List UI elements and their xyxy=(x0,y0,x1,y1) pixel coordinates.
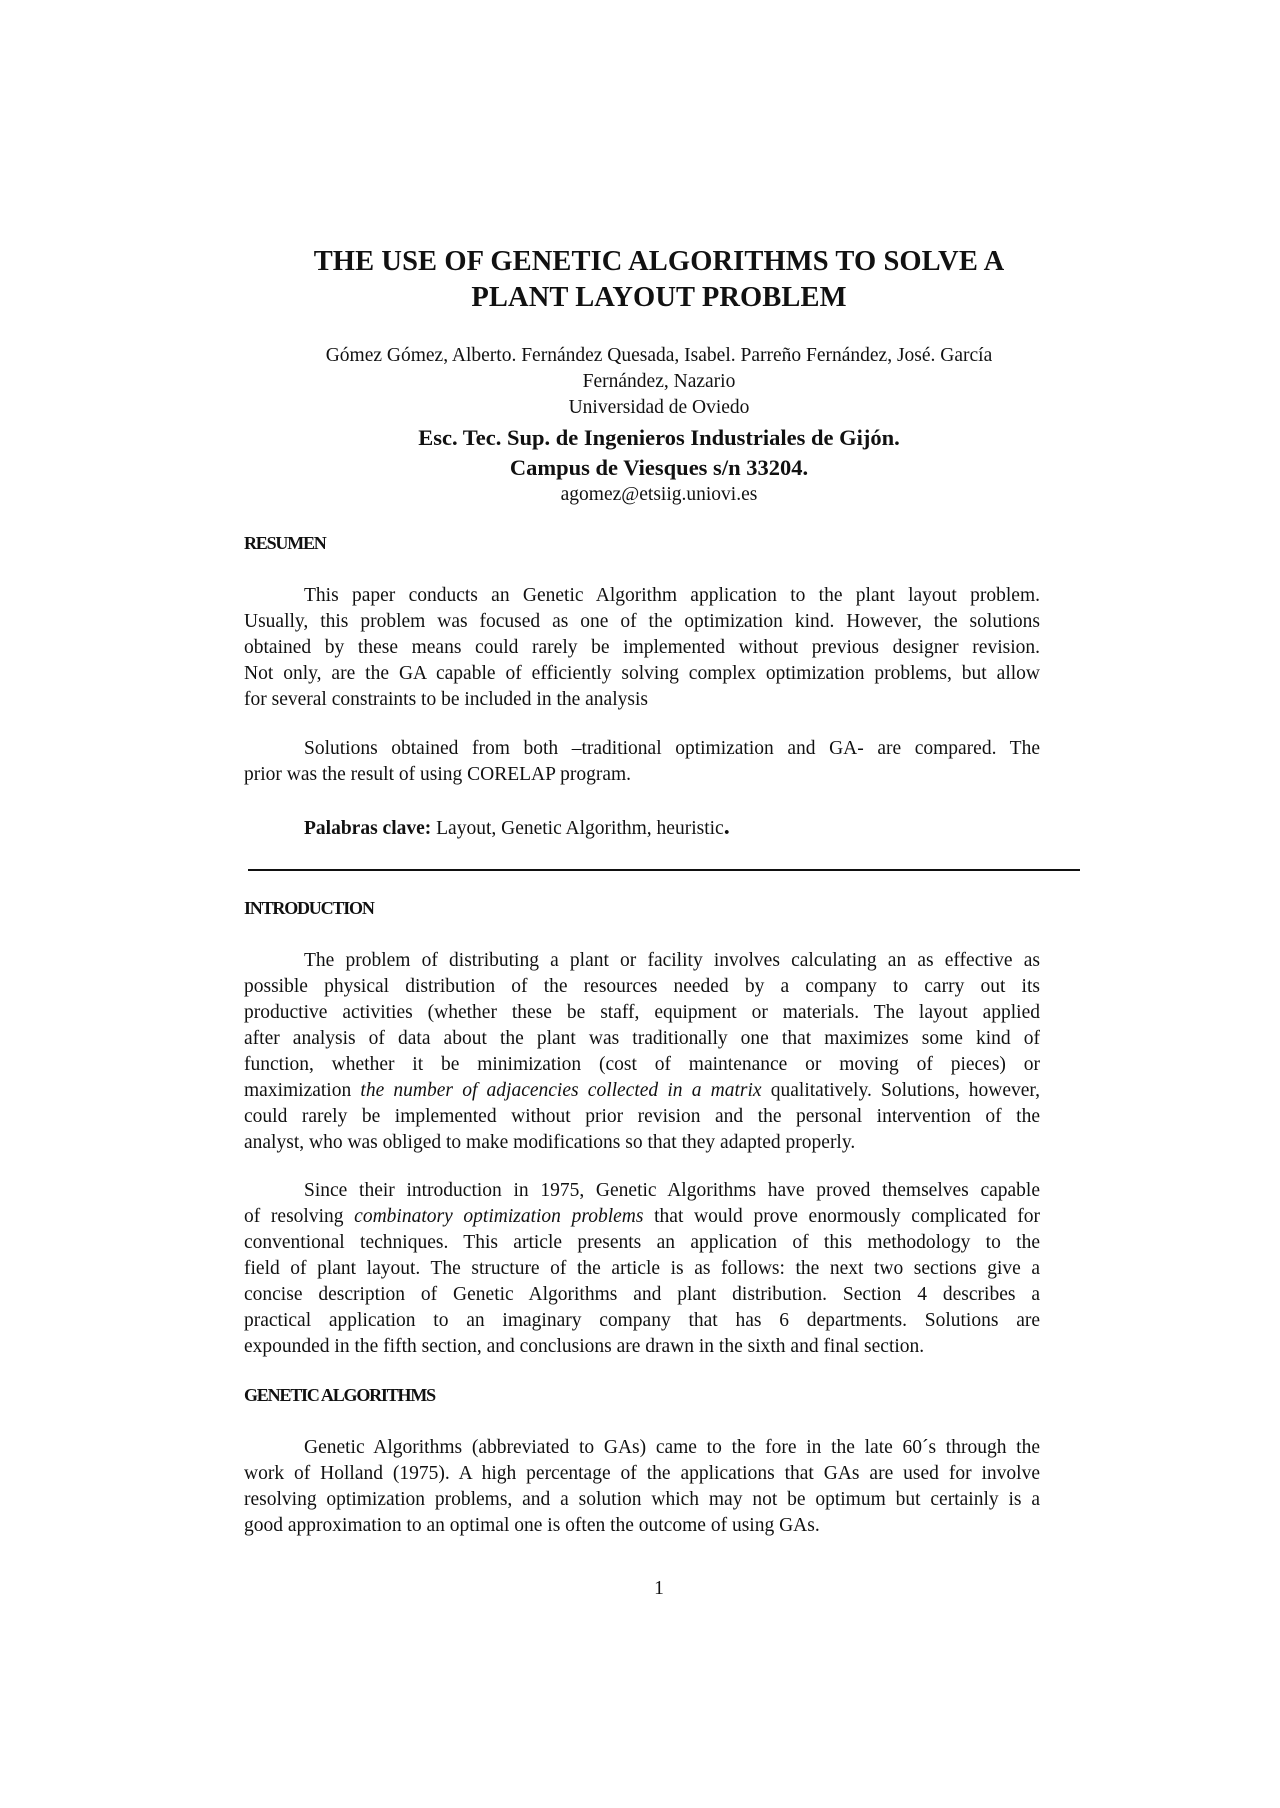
genetic-algorithms-paragraph xyxy=(244,1435,1040,1539)
text-line: practical application to an imaginary company that has 6 departments. Solutions are xyxy=(244,1310,1040,1331)
keywords-text: Layout, Genetic Algorithm, heuristic xyxy=(431,818,724,839)
text-segment: of resolving xyxy=(244,1206,355,1227)
affiliation xyxy=(244,423,1074,483)
keywords-period: . xyxy=(723,814,730,840)
text-segment: qualitatively. Solutions, however, xyxy=(761,1080,1040,1101)
title-line: PLANT LAYOUT PROBLEM xyxy=(471,282,847,313)
campus-address: Campus de Viesques s/n 33204. xyxy=(509,455,809,480)
text-line xyxy=(244,1204,1040,1230)
authors-line: Fernández, Nazario xyxy=(582,371,736,392)
introduction-paragraph xyxy=(244,1178,1040,1360)
text-line: productive activities (whether these be staff, equipment or materials. The layout applied xyxy=(244,1002,1040,1023)
resumen-paragraph xyxy=(244,583,1040,713)
resumen-paragraph xyxy=(244,736,1040,788)
section-divider xyxy=(248,869,1080,871)
text-line: work of Holland (1975). A high percentage of the applications that GAs are used for involve xyxy=(244,1463,1040,1484)
text-line: for several constraints to be included in the analysis xyxy=(244,689,648,710)
introduction-heading: INTRODUCTION xyxy=(244,898,374,918)
school-name: Esc. Tec. Sup. de Ingenieros Industriales de Gijón. xyxy=(418,425,900,450)
genetic-algorithms-heading: GENETIC ALGORITHMS xyxy=(244,1385,435,1405)
paper-page xyxy=(244,0,1074,1808)
keywords-label: Palabras clave: xyxy=(304,818,432,839)
title-line: THE USE OF GENETIC ALGORITHMS TO SOLVE A xyxy=(313,246,1005,277)
author-email: agomez@etsiig.uniovi.es xyxy=(560,484,758,505)
text-line: conventional techniques. This article presents an application of this methodology to the xyxy=(244,1232,1040,1253)
text-line: function, whether it be minimization (cost of maintenance or moving of pieces) or xyxy=(244,1054,1040,1075)
university: Universidad de Oviedo xyxy=(568,397,750,418)
text-segment: that would prove enormously complicated for xyxy=(643,1206,1040,1227)
introduction-paragraph xyxy=(244,948,1040,1156)
page-number: 1 xyxy=(654,1578,664,1599)
text-line: This paper conducts an Genetic Algorithm application to the plant layout problem. xyxy=(304,585,1040,606)
text-line: prior was the result of using CORELAP program. xyxy=(244,764,632,785)
authors-line: Gómez Gómez, Alberto. Fernández Quesada, Isabel. Parreño Fernández, José. García xyxy=(325,345,993,366)
text-line: could rarely be implemented without prior revision and the personal intervention of the xyxy=(244,1106,1040,1127)
text-line: Since their introduction in 1975, Genetic Algorithms have proved themselves capable xyxy=(304,1180,1040,1201)
text-line: expounded in the fifth section, and conclusions are drawn in the sixth and final section. xyxy=(244,1336,925,1357)
text-line: obtained by these means could rarely be implemented without previous designer revision. xyxy=(244,637,1040,658)
text-line: resolving optimization problems, and a solution which may not be optimum but certainly is a xyxy=(244,1489,1040,1510)
italic-phrase: the number of adjacencies collected in a matrix xyxy=(360,1080,762,1101)
text-line: The problem of distributing a plant or facility involves calculating an as effective as xyxy=(304,950,1040,971)
text-line: possible physical distribution of the resources needed by a company to carry out its xyxy=(244,976,1040,997)
text-line: field of plant layout. The structure of the article is as follows: the next two sections give a xyxy=(244,1258,1040,1279)
author-block xyxy=(244,343,1074,421)
text-line: concise description of Genetic Algorithms and plant distribution. Section 4 describes a xyxy=(244,1284,1040,1305)
text-line: Not only, are the GA capable of efficiently solving complex optimization problems, but allow xyxy=(244,663,1040,684)
text-segment: maximization xyxy=(244,1080,361,1101)
text-line: Genetic Algorithms (abbreviated to GAs) came to the fore in the late 60´s through the xyxy=(304,1437,1040,1458)
text-line: good approximation to an optimal one is often the outcome of using GAs. xyxy=(244,1515,820,1536)
text-line: Solutions obtained from both –traditional optimization and GA- are compared. The xyxy=(304,738,1040,759)
resumen-heading: RESUMEN xyxy=(244,533,326,553)
text-line xyxy=(244,1078,1040,1104)
keywords xyxy=(304,814,730,842)
text-line: analyst, who was obliged to make modifications so that they adapted properly. xyxy=(244,1132,856,1153)
italic-phrase: combinatory optimization problems xyxy=(354,1206,644,1227)
text-line: after analysis of data about the plant was traditionally one that maximizes some kind of xyxy=(244,1028,1040,1049)
paper-title xyxy=(234,244,1084,316)
text-line: Usually, this problem was focused as one of the optimization kind. However, the solutions xyxy=(244,611,1040,632)
